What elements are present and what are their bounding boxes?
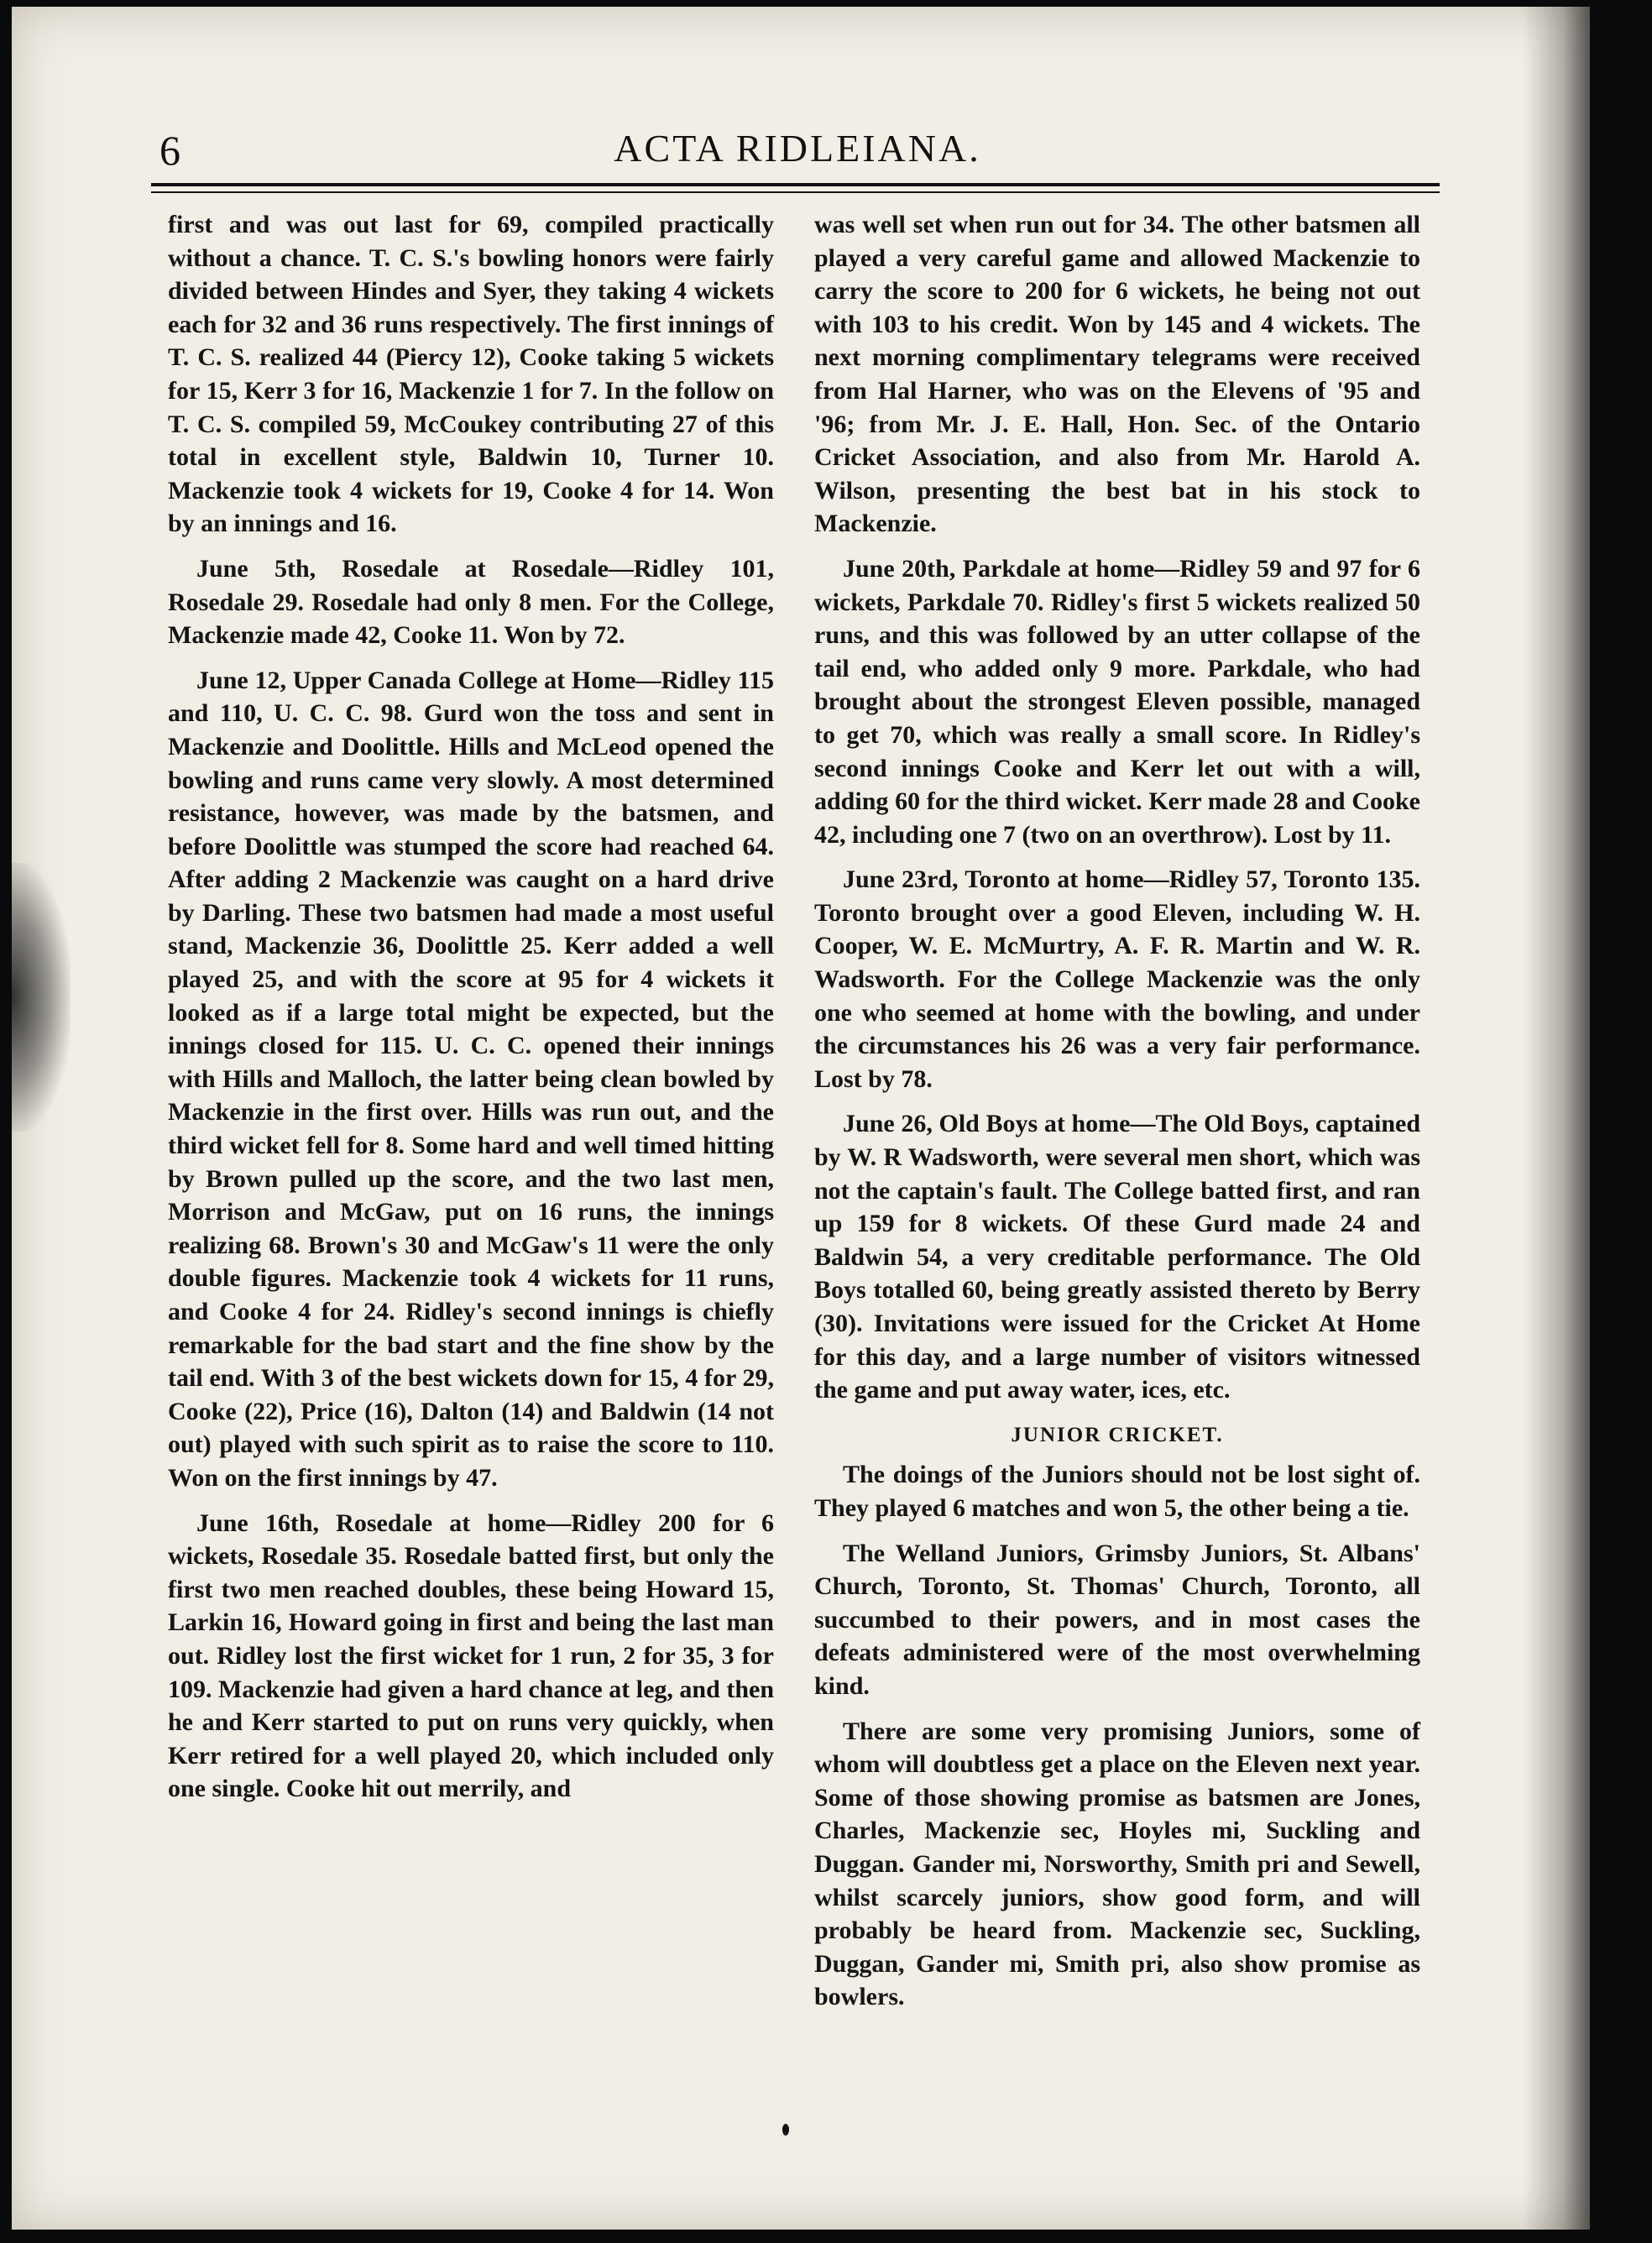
paragraph: June 12, Upper Canada College at Home—Ridley 115 and 110, U. C. C. 98. Gurd won the toss and sent in Mackenzie and Doolittle. Hills and McLeod opened the bowling and runs came very slowly. A most determined resistance, however, was made by the batsmen, and before Doolittle was stumped the score had reached 64. After adding 2 Mackenzie was caught on a hard drive by Darling. These two batsmen had made a most useful stand, Mackenzie 36, Doolittle 25. Kerr added a well played 25, and with the score at 95 for 4 wickets it looked as if a large total might be expected, but the innings closed for 115. U. C. C. opened their innings with Hills and Malloch, the latter being clean bowled by Mackenzie in the first over. Hills was run out, and the third wicket fell for 8. Some hard and well timed hitting by Brown pulled up the score, and the two last men, Morrison and McGaw, put on 16 runs, the innings realizing 68. Brown's 30 and McGaw's 11 were the only double figures. Mackenzie took 4 wickets for 11 runs, and Cooke 4 for 24. Ridley's second innings is chiefly remarkable for the bad start and the fine show by the tail end. With 3 of the best wickets down for 15, 4 for 29, Cooke (22), Price (16), Dalton (14) and Baldwin (14 not out) played with such spirit as to raise the score to 110. Won on the first innings by 47. bbox=[168, 666, 774, 1492]
paragraph: June 23rd, Toronto at home—Ridley 57, Toronto 135. Toronto brought over a good Eleven, including W. H. Cooper, W. E. McMurtry, A. F. R. Martin and W. R. Wadsworth. For the College Mackenzie was the only one who seemed at home with the bowling, and under the circumstances his 26 was a very fair performance. Lost by 78. bbox=[814, 865, 1420, 1093]
right-column bbox=[814, 208, 1420, 2026]
header-rule-thick bbox=[151, 183, 1440, 186]
paragraph: June 16th, Rosedale at home—Ridley 200 for 6 wickets, Rosedale 35. Rosedale batted first, but only the first two men reached doubles, these being Howard 15, Larkin 16, Howard going in first and being the last man out. Ridley lost the first wicket for 1 run, 2 for 35, 3 for 109. Mackenzie had given a hard chance at leg, and then he and Kerr started to put on runs very quickly, when Kerr retired for a well played 20, which included only one single. Cooke hit out merrily, and bbox=[168, 1508, 774, 1803]
paragraph: The doings of the Juniors should not be lost sight of. They played 6 matches and won 5, the other being a tie. bbox=[814, 1461, 1420, 1522]
paragraph: was well set when run out for 34. The other batsmen all played a very careful game and allowed Mackenzie to carry the score to 200 for 6 wickets, he being not out with 103 to his credit. Won by 145 and 4 wickets. The next morning complimentary telegrams were received from Hal Harner, who was on the Elevens of '95 and '96; from Mr. J. E. Hall, Hon. Sec. of the Ontario Cricket Association, and also from Mr. Harold A. Wilson, presenting the best bat in his stock to Mackenzie. bbox=[814, 211, 1420, 538]
running-title: ACTA RIDLEIANA. bbox=[614, 127, 981, 170]
page-header bbox=[159, 126, 1435, 176]
left-column bbox=[168, 208, 774, 1817]
paragraph: June 26, Old Boys at home—The Old Boys, captained by W. R Wadsworth, were several men short, which was not the captain's fault. The College batted first, and ran up 159 for 8 wickets. Of these Gurd made 24 and Baldwin 54, a very creditable performance. The Old Boys totalled 60, being greatly assisted thereto by Berry (30). Invitations were issued for the Cricket At Home for this day, and a large number of visitors witnessed the game and put away water, ices, etc. bbox=[814, 1110, 1420, 1404]
section-heading: JUNIOR CRICKET. bbox=[1011, 1423, 1224, 1446]
paragraph: June 5th, Rosedale at Rosedale—Ridley 101, Rosedale 29. Rosedale had only 8 men. For the College, Mackenzie made 42, Cooke 11. Won by 72. bbox=[168, 554, 774, 650]
page-stain bbox=[12, 863, 71, 1132]
ink-dot bbox=[782, 2124, 789, 2136]
page-number: 6 bbox=[159, 127, 180, 174]
header-rule-thin bbox=[151, 191, 1440, 193]
page-edge-shadow bbox=[1523, 7, 1590, 2230]
paragraph: The Welland Juniors, Grimsby Juniors, St. Albans' Church, Toronto, St. Thomas' Church, Toronto, all succumbed to their powers, and in most cases the defeats administered were of the most overwhelming kind. bbox=[814, 1539, 1420, 1700]
paragraph: first and was out last for 69, compiled practically without a chance. T. C. S.'s bowling honors were fairly divided between Hindes and Syer, they taking 4 wickets each for 32 and 36 runs respectively. The first innings of T. C. S. realized 44 (Piercy 12), Cooke taking 5 wickets for 15, Kerr 3 for 16, Mackenzie 1 for 7. In the follow on T. C. S. compiled 59, McCoukey contributing 27 of this total in excellent style, Baldwin 10, Turner 10. Mackenzie took 4 wickets for 19, Cooke 4 for 14. Won by an innings and 16. bbox=[168, 211, 774, 538]
paragraph: There are some very promising Juniors, some of whom will doubtless get a place on the Eleven next year. Some of those showing promise as batsmen are Jones, Charles, Mackenzie sec, Hoyles mi, Suckling and Duggan. Gander mi, Norsworthy, Smith pri and Sewell, whilst scarcely juniors, show good form, and will probably be heard from. Mackenzie sec, Suckling, Duggan, Gander mi, Smith pri, also show promise as bowlers. bbox=[814, 1717, 1420, 2011]
paragraph: June 20th, Parkdale at home—Ridley 59 and 97 for 6 wickets, Parkdale 70. Ridley's first 5 wickets realized 50 runs, and this was followed by an utter collapse of the tail end, who added only 9 more. Parkdale, who had brought about the strongest Eleven possible, managed to get 70, which was really a small score. In Ridley's second innings Cooke and Kerr let out with a will, adding 60 for the third wicket. Kerr made 28 and Cooke 42, including one 7 (two on an overthrow). Lost by 11. bbox=[814, 554, 1420, 849]
